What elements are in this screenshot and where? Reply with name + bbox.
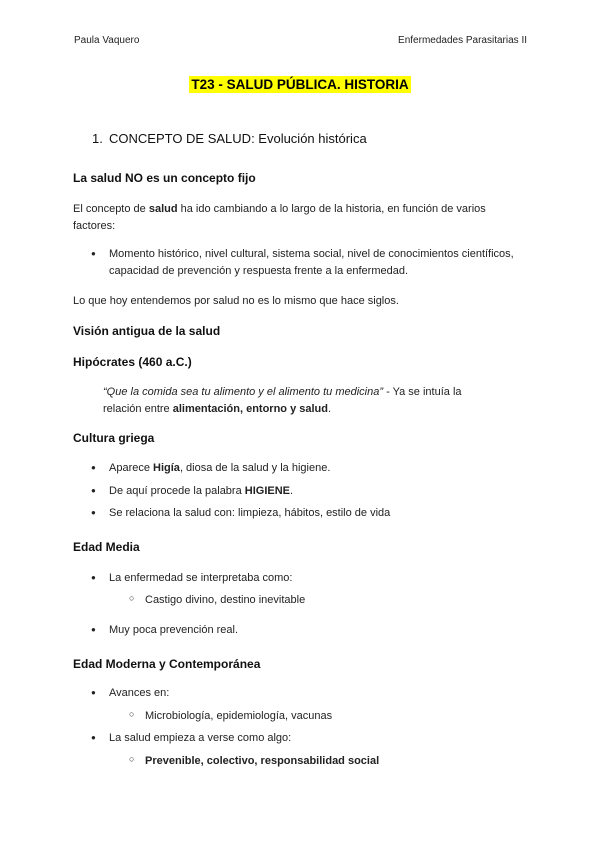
ancient-heading: Visión antigua de la salud <box>73 324 221 338</box>
concept-bullet-line2: capacidad de prevención y respuesta frente a la enfermedad. <box>109 265 409 277</box>
greek-b2-c: . <box>290 485 294 497</box>
title-container <box>0 76 600 94</box>
sub-bullet-icon: ○ <box>129 593 135 603</box>
bullet-icon: ● <box>91 486 96 495</box>
document-title: T23 - SALUD PÚBLICA. HISTORIA <box>191 77 409 92</box>
medieval-heading: Edad Media <box>73 540 140 554</box>
greek-b1-bold: Higía <box>153 462 180 474</box>
bullet-icon: ● <box>91 463 96 472</box>
intro-text-bold: salud <box>148 203 178 215</box>
medieval-sub-1: Castigo divino, destino inevitable <box>145 594 306 606</box>
bullet-icon: ● <box>91 688 96 697</box>
concept-heading: La salud NO es un concepto fijo <box>73 171 256 185</box>
concept-closing: Lo que hoy entendemos por salud no es lo mismo que hace siglos. <box>73 295 399 307</box>
sub-bullet-icon: ○ <box>129 709 135 719</box>
line2-bold: alimentación, entorno y salud <box>172 403 328 415</box>
modern-heading: Edad Moderna y Contemporánea <box>73 657 261 671</box>
sub-bullet-icon: ○ <box>129 754 135 764</box>
greek-bullet-3: Se relaciona la salud con: limpieza, hábitos, estilo de vida <box>109 507 391 519</box>
bullet-icon: ● <box>91 733 96 742</box>
intro-text-c: ha ido cambiando a lo largo de la historia, en función de varios <box>177 203 486 215</box>
greek-bullet-1 <box>109 460 330 477</box>
hippocrates-heading: Hipócrates (460 a.C.) <box>73 355 192 369</box>
section-heading: CONCEPTO DE SALUD: Evolución histórica <box>109 131 367 146</box>
greek-b2-a: De aquí procede la palabra <box>109 485 245 497</box>
modern-sub-2: Prevenible, colectivo, responsabilidad social <box>145 755 380 767</box>
hippocrates-quote: “Que la comida sea tu alimento y el alimento tu medicina” <box>103 386 384 398</box>
bullet-icon: ● <box>91 625 96 634</box>
header-course: Enfermedades Parasitarias II <box>398 35 527 46</box>
bullet-icon: ● <box>91 573 96 582</box>
medieval-bullet-2: Muy poca prevención real. <box>109 624 239 636</box>
hippocrates-line2 <box>103 401 331 418</box>
medieval-bullet-1: La enfermedad se interpretaba como: <box>109 572 293 584</box>
greek-bullet-2 <box>109 483 293 500</box>
hippocrates-quote-after: - Ya se intuía la <box>383 386 462 398</box>
header-author: Paula Vaquero <box>74 35 140 46</box>
greek-heading: Cultura griega <box>73 431 155 445</box>
bullet-icon: ● <box>91 249 96 258</box>
concept-intro <box>73 201 533 218</box>
modern-bullet-2: La salud empieza a verse como algo: <box>109 732 292 744</box>
greek-b2-bold: HIGIENE <box>244 485 290 497</box>
concept-bullet-line1: Momento histórico, nivel cultural, sistema social, nivel de conocimientos científicos, <box>109 248 514 260</box>
concept-intro-line2: factores: <box>73 220 116 232</box>
section-number: 1. <box>92 131 103 146</box>
hippocrates-quote-line <box>103 384 533 401</box>
intro-text-a: El concepto de <box>73 203 149 215</box>
modern-bullet-1: Avances en: <box>109 687 170 699</box>
greek-b1-c: , diosa de la salud y la higiene. <box>179 462 331 474</box>
line2-a: relación entre <box>103 403 173 415</box>
line2-c: . <box>327 403 332 415</box>
bullet-icon: ● <box>91 508 96 517</box>
modern-sub-1: Microbiología, epidemiología, vacunas <box>145 710 333 722</box>
greek-b1-a: Aparece <box>109 462 154 474</box>
